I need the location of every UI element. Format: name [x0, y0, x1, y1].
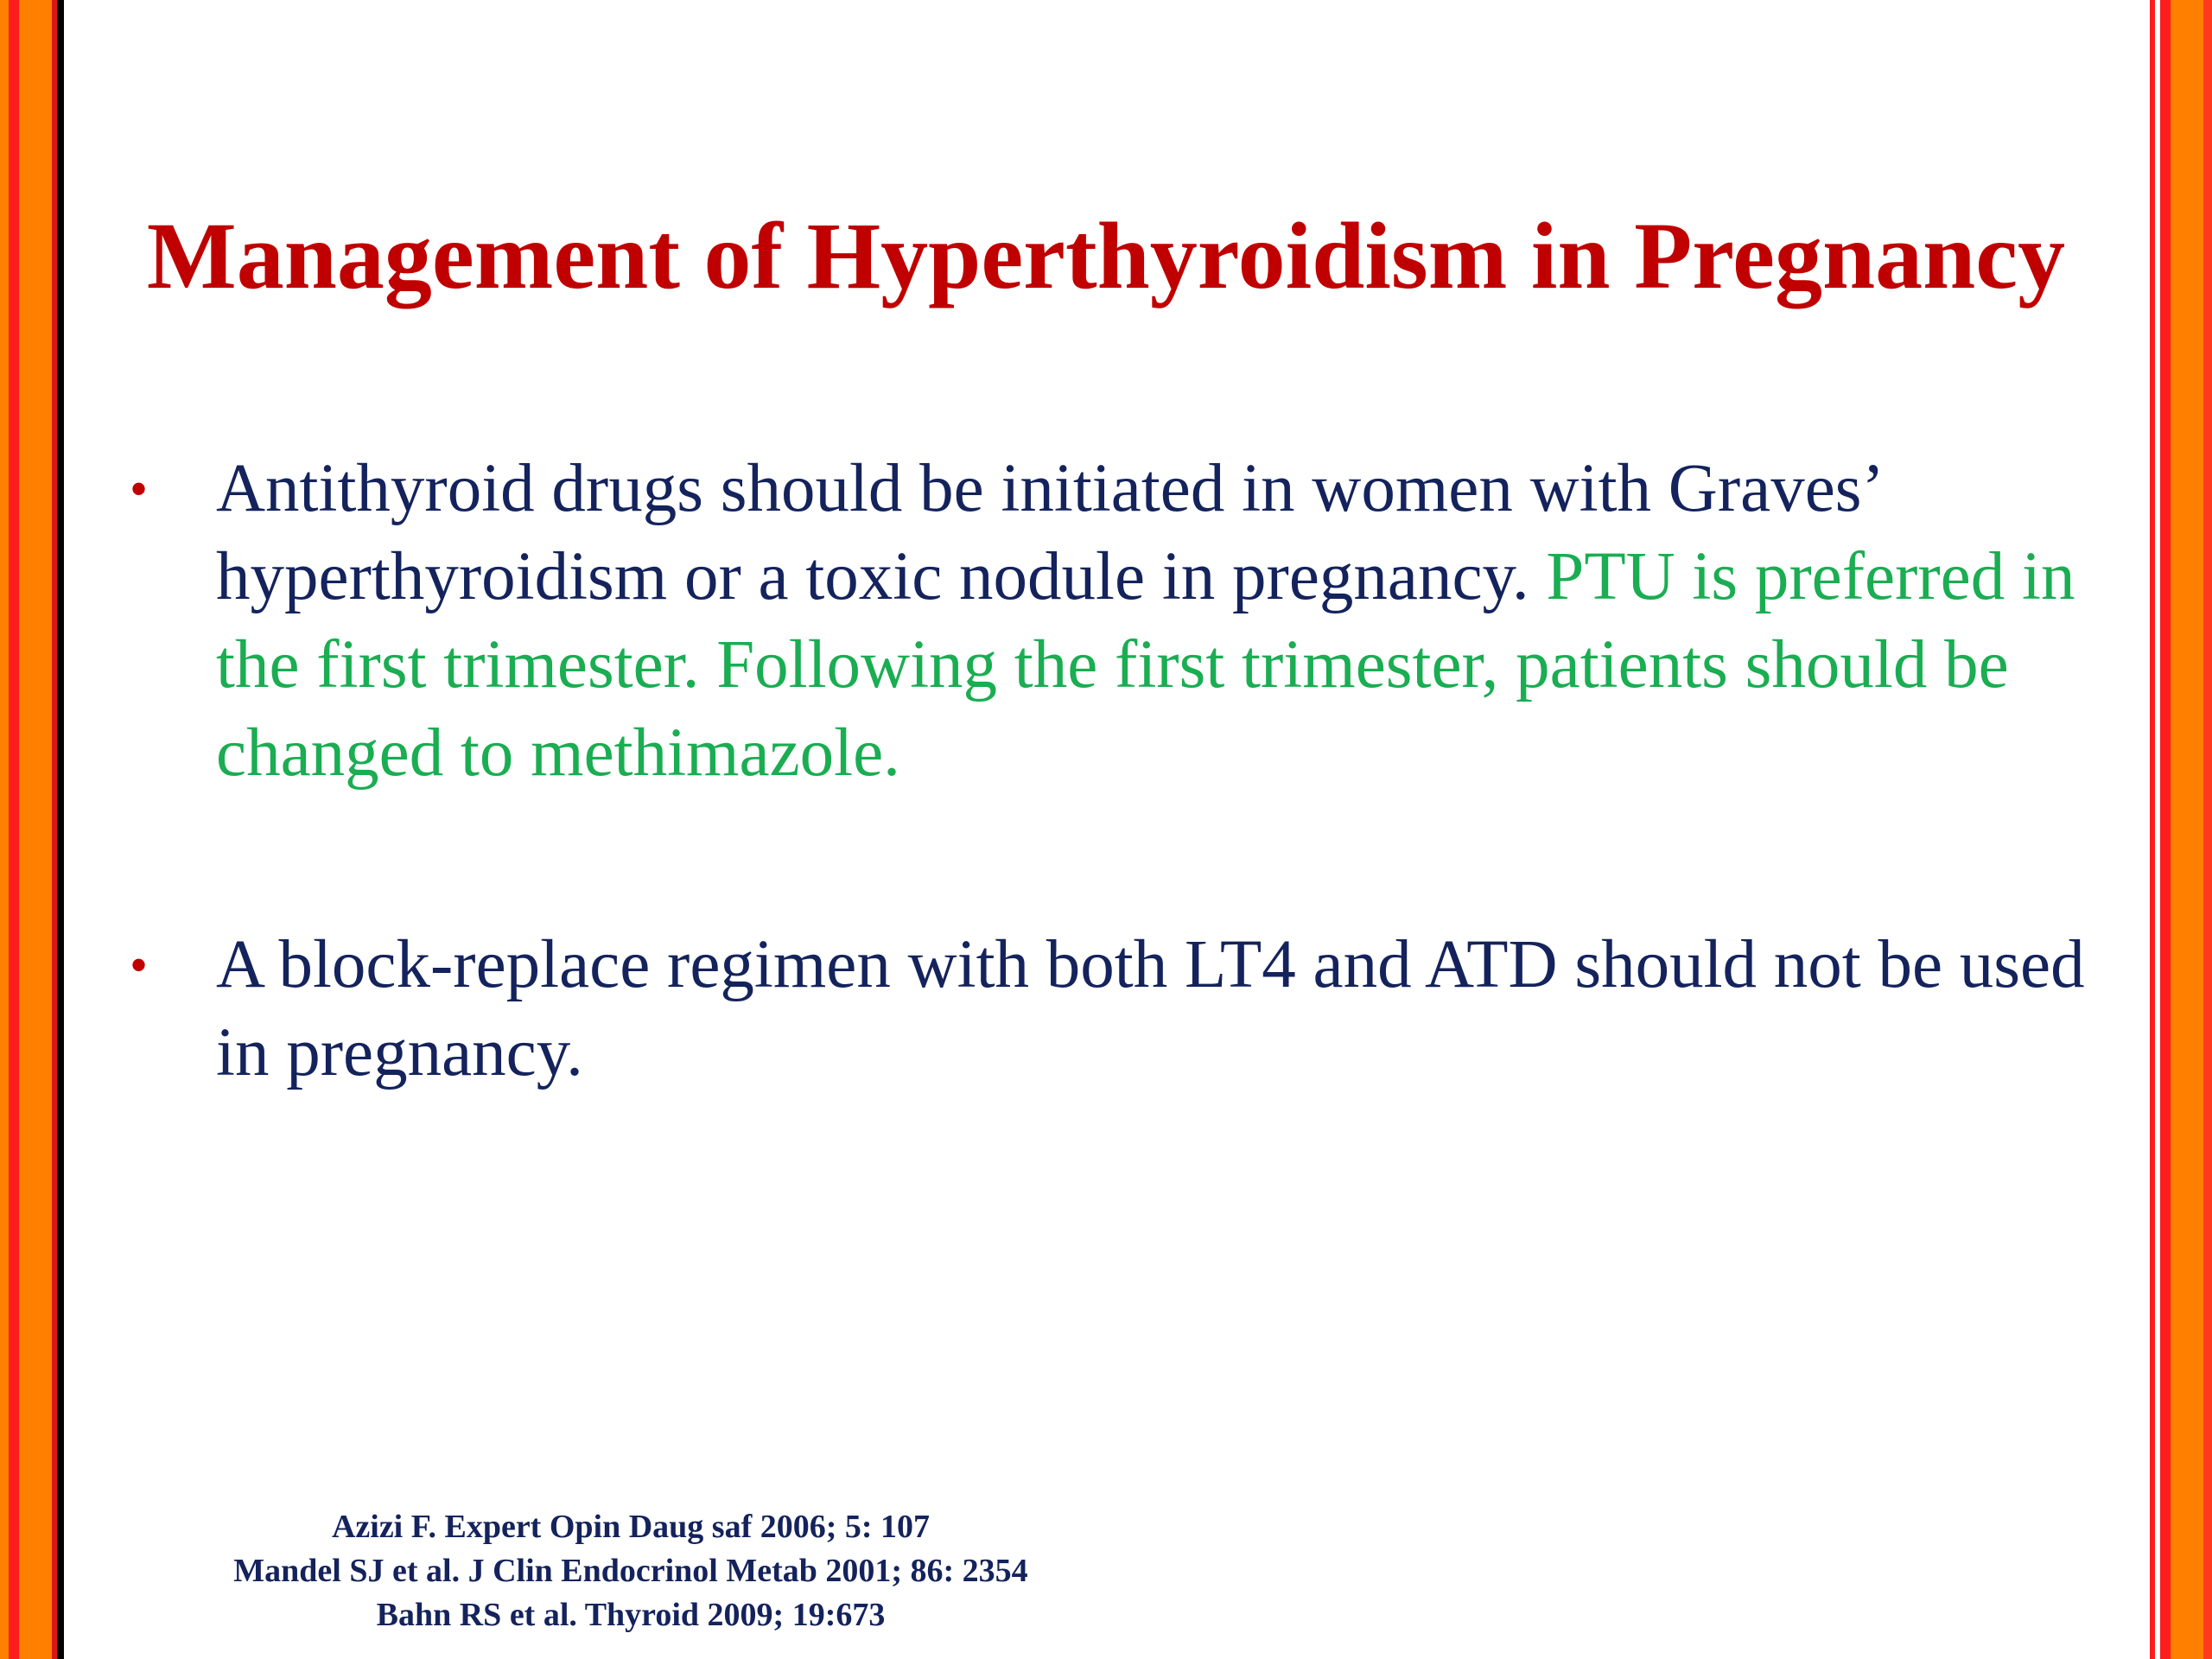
left-border-orange [0, 0, 9, 1659]
left-border-black [57, 0, 64, 1659]
bullet-item [130, 445, 2117, 798]
bullet-list [130, 445, 2117, 1097]
bullet-text: Antithyroid drugs should be initiated in women with Graves’ hyperthyroidism or a toxic nodule in pregnancy. [216, 451, 1879, 614]
reference-line: Azizi F. Expert Opin Daug saf 2006; 5: 107 [331, 1509, 931, 1545]
right-border-white [2143, 0, 2150, 1659]
bullet-marker: • [130, 937, 149, 994]
bullet-marker: • [130, 461, 149, 518]
references [112, 1505, 1149, 1637]
bullet-item [130, 921, 2117, 1097]
right-border-red-edge [2203, 0, 2212, 1659]
slide-title: Management of Hyperthyroidism in Pregnancy [146, 203, 2066, 308]
reference-line: Mandel SJ et al. J Clin Endocrinol Metab 2001; 86: 2354 [233, 1553, 1028, 1589]
reference-line: Bahn RS et al. Thyroid 2009; 19:673 [376, 1597, 886, 1633]
right-border-red [2160, 0, 2171, 1659]
left-border-orange-wide [19, 0, 52, 1659]
bullet-text: A block-replace regimen with both LT4 and ATD should not be used in pregnancy. [216, 927, 2085, 1090]
left-border-red [9, 0, 19, 1659]
right-border-orange [2171, 0, 2203, 1659]
bullet-highlight-text: PTU is preferred in the first trimester. Following the first trimester, patients should be changed to methimazole. [216, 539, 2075, 791]
